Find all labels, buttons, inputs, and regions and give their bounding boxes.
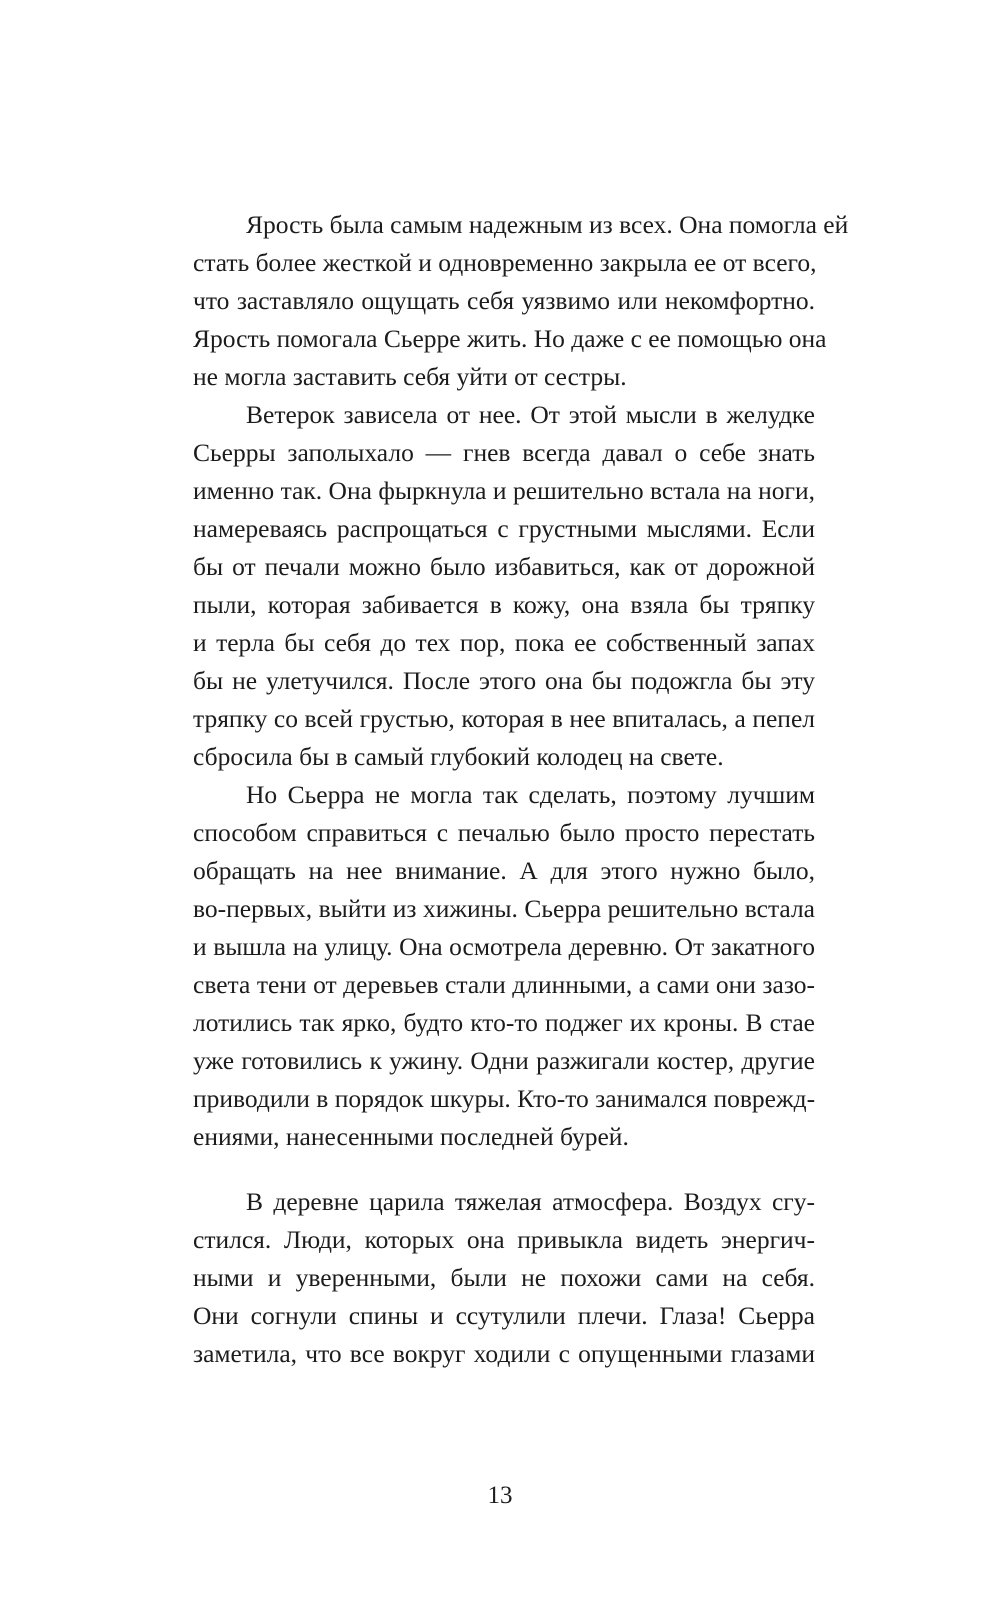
text-line: тряпку со всей грустью, которая в нее впиталась, а пепел (193, 704, 815, 733)
text-line: Сьерры заполыхало — гнев всегда давал о себе знать (193, 438, 815, 467)
text-line: Они согнули спины и ссутулили плечи. Глаза! Сьерра (193, 1301, 815, 1330)
text-line: именно так. Она фыркнула и решительно встала на ноги, (193, 476, 815, 505)
text-line: сбросила бы в самый глубокий колодец на свете. (193, 742, 724, 771)
text-line: лотились так ярко, будто кто-то поджег их кроны. В стае (193, 1008, 815, 1037)
text-line: Ярость была самым надежным из всех. Она помогла ей (246, 210, 849, 239)
text-line: способом справиться с печалью было просто перестать (193, 818, 815, 847)
text-line: ными и уверенными, были не похожи сами на себя. (193, 1263, 815, 1292)
text-line: Но Сьерра не могла так сделать, поэтому лучшим (246, 780, 815, 809)
text-line: во-первых, выйти из хижины. Сьерра решительно встала (193, 894, 815, 923)
paragraph (140, 776, 815, 1156)
page-number: 13 (487, 1482, 513, 1509)
text-section-2 (140, 1183, 815, 1373)
text-line: стать более жесткой и одновременно закрыла ее от всего, (193, 248, 817, 277)
text-section-1 (140, 206, 849, 1156)
text-line: Ярость помогала Сьерре жить. Но даже с ее помощью она (193, 324, 827, 353)
text-line: В деревне царила тяжелая атмосфера. Воздух сгу- (246, 1187, 815, 1216)
text-line: и терла бы себя до тех пор, пока ее собственный запах (193, 628, 815, 657)
text-line: ениями, нанесенными последней бурей. (193, 1122, 629, 1151)
paragraph (140, 206, 849, 396)
text-line: что заставляло ощущать себя уязвимо или некомфортно. (193, 286, 815, 315)
text-line: света тени от деревьев стали длинными, а сами они зазо- (193, 970, 815, 999)
text-line: стился. Люди, которых она привыкла видеть энергич- (193, 1225, 815, 1254)
text-line: намереваясь распрощаться с грустными мыслями. Если (193, 514, 815, 543)
text-line: бы от печали можно было избавиться, как от дорожной (193, 552, 815, 581)
paragraph (140, 1183, 815, 1373)
paragraph (140, 396, 815, 776)
text-line: уже готовились к ужину. Одни разжигали костер, другие (193, 1046, 815, 1075)
text-line: обращать на нее внимание. А для этого нужно было, (193, 856, 815, 885)
text-line: не могла заставить себя уйти от сестры. (193, 362, 627, 391)
text-line: заметила, что все вокруг ходили с опущенными глазами (193, 1339, 815, 1368)
text-line: Ветерок зависела от нее. От этой мысли в желудке (246, 400, 815, 429)
text-line: бы не улетучился. После этого она бы подожгла бы эту (193, 666, 815, 695)
text-line: пыли, которая забивается в кожу, она взяла бы тряпку (193, 590, 815, 619)
text-line: приводили в порядок шкуры. Кто-то занимался поврежд- (193, 1084, 816, 1113)
text-line: и вышла на улицу. Она осмотрела деревню. От закатного (193, 932, 815, 961)
